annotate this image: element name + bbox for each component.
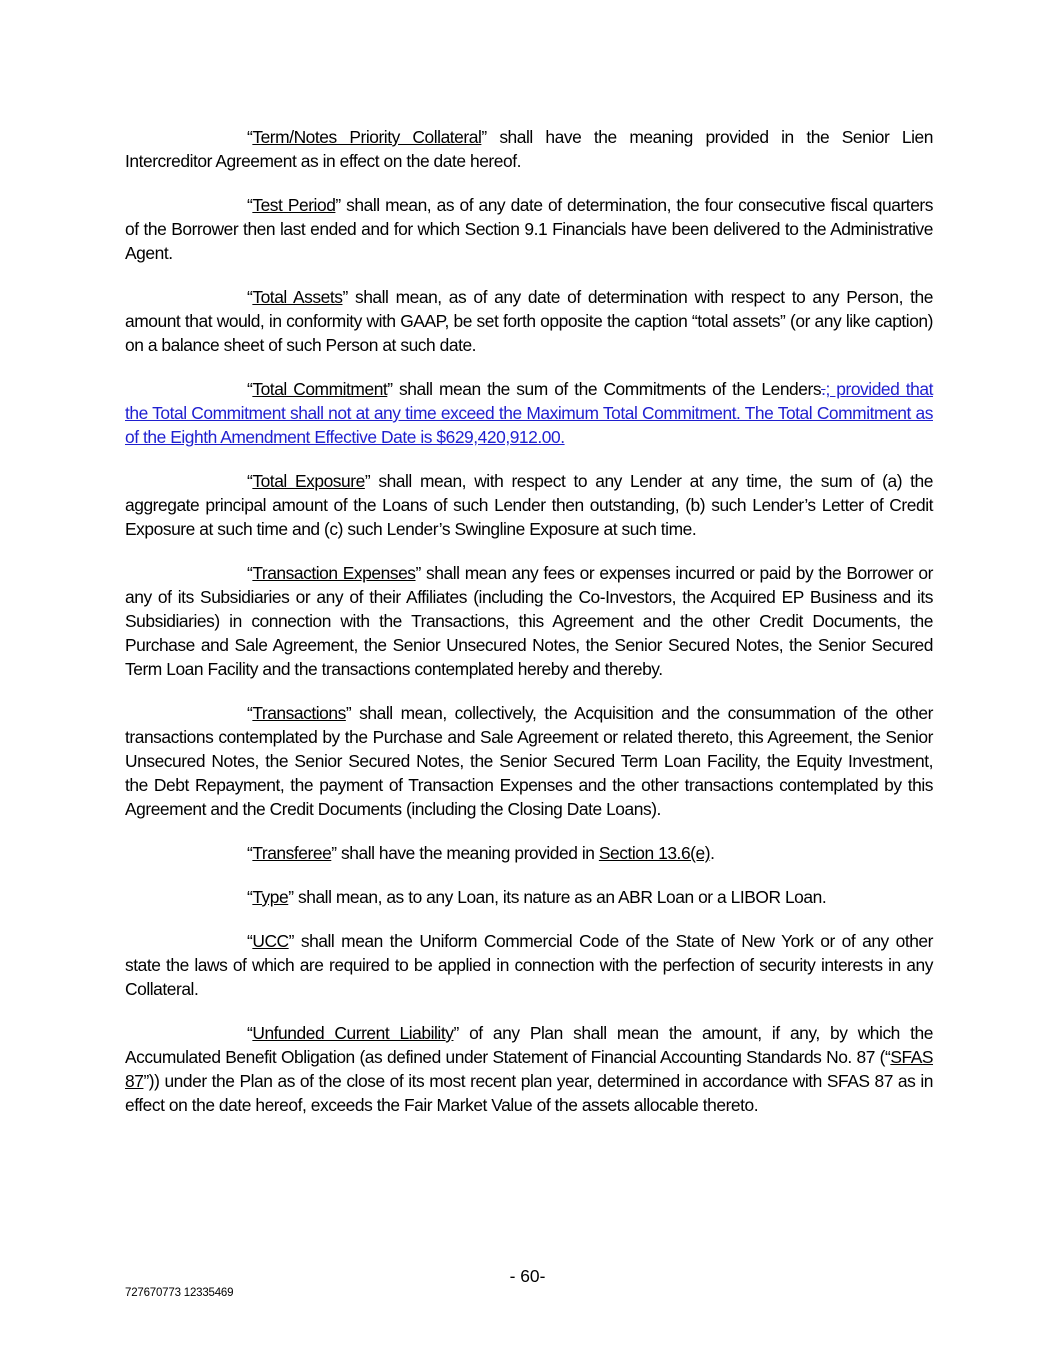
definition-body: shall mean any fees or expenses incurred or paid by the Borrower or any of its Subsidiaries or any of their Affiliates (including the Co-Investors, the Acquired EP Business and its Subsidiaries) in connection with the Transactions, this Agreement and the other Credit Documents, the Purchase and Sale Agreement, the Senior Unsecured Notes, the Senior Secured Notes, the Senior Secured Term Loan Facility and the transactions contemplated hereby and thereby. <box>125 563 933 679</box>
defined-term: Test Period <box>252 195 336 215</box>
deleted-text: . <box>821 379 826 399</box>
defined-term: Type <box>252 887 289 907</box>
defined-term: Transferee <box>252 843 332 863</box>
defined-term: Unfunded Current Liability <box>252 1023 454 1043</box>
abbreviation-reference: SFAS 87 <box>125 1047 933 1091</box>
definition-test-period: “Test Period” shall mean, as of any date of determination, the four consecutive fiscal quarters of the Borrower then last ended and for which Section 9.1 Financials have been delivered to the Administrative Agent. <box>125 195 933 263</box>
defined-term: UCC <box>252 931 289 951</box>
definition-tail: . <box>710 843 715 863</box>
definition-body: shall mean, as of any date of determination, the four consecutive fiscal quarters of the Borrower then last ended and for which Section 9.1 Financials have been delivered to the Administrative Agent. <box>125 195 933 263</box>
definition-transaction-expenses: “Transaction Expenses” shall mean any fees or expenses incurred or paid by the Borrower or any of its Subsidiaries or any of their Affiliates (including the Co-Investors, the Acquired EP Business and its Subsidiaries) in connection with the Transactions, this Agreement and the other Credit Documents, the Purchase and Sale Agreement, the Senior Unsecured Notes, the Senior Secured Notes, the Senior Secured Term Loan Facility and the transactions contemplated hereby and thereby. <box>125 563 933 679</box>
defined-term: Total Exposure <box>252 471 365 491</box>
defined-term: Term/Notes Priority Collateral <box>252 127 482 147</box>
definition-body: shall have the meaning provided in <box>336 843 599 863</box>
inserted-text[interactable]: ; provided that the Total Commitment shall not at any time exceed the Maximum Total Commitment. The Total Commitment as of the Eighth Amendment Effective Date is $629,420,912.00. <box>125 379 933 447</box>
definition-body: shall mean the Uniform Commercial Code of the State of New York or of any other state the laws of which are required to be applied in connection with the perfection of security interests in any Collateral. <box>125 931 933 999</box>
definition-type: “Type” shall mean, as to any Loan, its nature as an ABR Loan or a LIBOR Loan. <box>247 887 827 907</box>
definition-body: shall mean, with respect to any Lender at any time, the sum of (a) the aggregate principal amount of the Loans of such Lender then outstanding, (b) such Lender’s Letter of Credit Exposure at such time and (c) such Lender’s Swingline Exposure at such time. <box>125 471 934 539</box>
definition-term-notes-priority-collateral: “Term/Notes Priority Collateral” shall have the meaning provided in the Senior Lien Intercreditor Agreement as in effect on the date hereof. <box>125 127 934 171</box>
definitions-list <box>125 125 933 1137</box>
defined-term: Total Commitment <box>252 379 388 399</box>
definition-total-exposure: “Total Exposure” shall mean, with respect to any Lender at any time, the sum of (a) the aggregate principal amount of the Loans of such Lender then outstanding, (b) such Lender’s Letter of Credit Exposure at such time and (c) such Lender’s Swingline Exposure at such time. <box>125 471 934 539</box>
definition-transferee: “Transferee” shall have the meaning provided in Section 13.6(e). <box>247 843 715 863</box>
definition-unfunded-current-liability: “Unfunded Current Liability” of any Plan shall mean the amount, if any, by which the Accumulated Benefit Obligation (as defined under Statement of Financial Accounting Standards No. 87 (“SFAS 87”)) under the Plan as of the close of its most recent plan year, determined in accordance with SFAS 87 as in effect on the date hereof, exceeds the Fair Market Value of the assets allocable thereto. <box>125 1023 933 1115</box>
defined-term: Transactions <box>252 703 346 723</box>
definition-body: shall mean, as of any date of determination with respect to any Person, the amount that would, in conformity with GAAP, be set forth opposite the caption “total assets” (or any like caption) on a balance sheet of such Person at such date. <box>125 287 933 355</box>
definition-total-assets: “Total Assets” shall mean, as of any date of determination with respect to any Person, the amount that would, in conformity with GAAP, be set forth opposite the caption “total assets” (or any like caption) on a balance sheet of such Person at such date. <box>125 287 933 355</box>
defined-term: Transaction Expenses <box>252 563 416 583</box>
definition-body: of any Plan shall mean the amount, if any, by which the Accumulated Benefit Obligation (as defined under Statement of Financial Accounting Standards No. 87 (“ <box>125 1023 933 1067</box>
definition-ucc: “UCC” shall mean the Uniform Commercial Code of the State of New York or of any other state the laws of which are required to be applied in connection with the perfection of security interests in any Collateral. <box>125 931 933 999</box>
section-reference: Section 13.6(e) <box>598 843 711 863</box>
definition-body: shall mean, collectively, the Acquisition and the consummation of the other transactions contemplated by the Purchase and Sale Agreement or related thereto, this Agreement, the Senior Unsecured Notes, the Senior Secured Notes, the Senior Secured Term Loan Facility, the Equity Investment, the Debt Repayment, the payment of Transaction Expenses and the other transactions contemplated by this Agreement and the Credit Documents (including the Closing Date Loans). <box>125 703 933 819</box>
definition-total-commitment: “Total Commitment” shall mean the sum of the Commitments of the Lenders.; provided that the Total Commitment shall not at any time exceed the Maximum Total Commitment. The Total Commitment as of the Eighth Amendment Effective Date is $629,420,912.00. <box>125 379 933 447</box>
definition-body: shall have the meaning provided in the Senior Lien Intercreditor Agreement as in effect on the date hereof. <box>125 127 934 171</box>
definition-body: shall mean the sum of the Commitments of the Lenders <box>392 379 822 399</box>
document-id: 727670773 12335469 <box>125 1287 234 1299</box>
page-number: - 60- <box>509 1266 546 1286</box>
definition-tail: ”)) under the Plan as of the close of its most recent plan year, determined in accordance with SFAS 87 as in effect on the date hereof, exceeds the Fair Market Value of the assets allocable thereto. <box>125 1071 933 1115</box>
definition-body: shall mean, as to any Loan, its nature as an ABR Loan or a LIBOR Loan. <box>293 887 827 907</box>
defined-term: Total Assets <box>252 287 343 307</box>
definition-transactions: “Transactions” shall mean, collectively, the Acquisition and the consummation of the other transactions contemplated by the Purchase and Sale Agreement or related thereto, this Agreement, the Senior Unsecured Notes, the Senior Secured Notes, the Senior Secured Term Loan Facility, the Equity Investment, the Debt Repayment, the payment of Transaction Expenses and the other transactions contemplated by this Agreement and the Credit Documents (including the Closing Date Loans). <box>125 703 933 819</box>
